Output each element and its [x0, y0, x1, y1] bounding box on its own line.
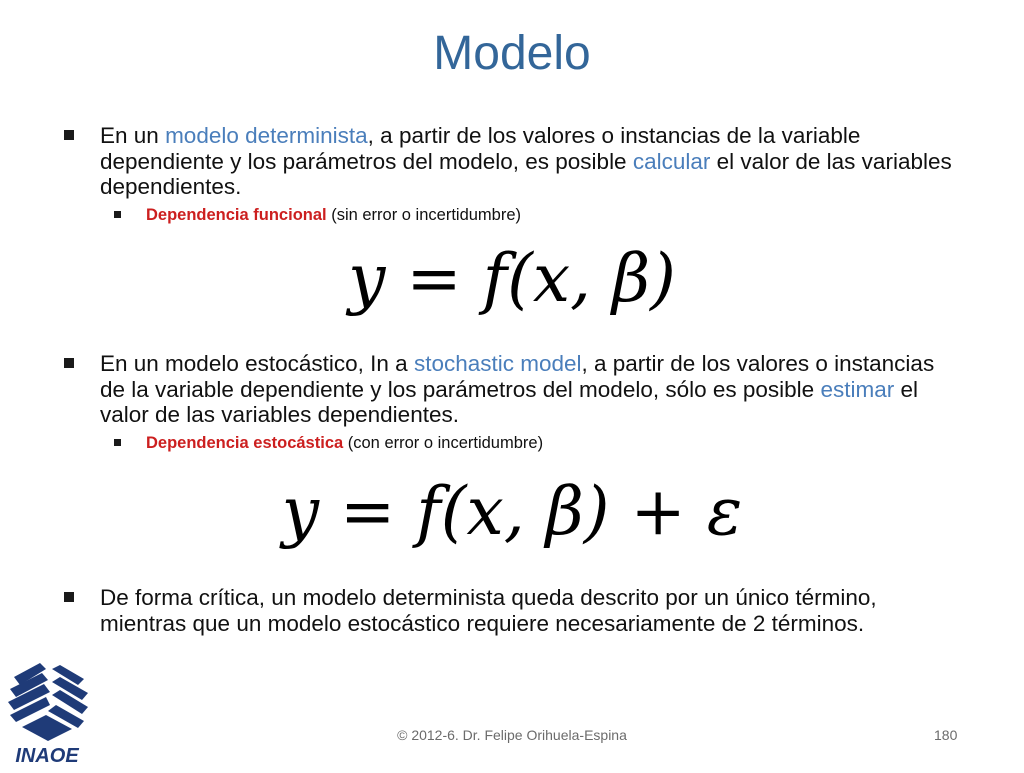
bullet-text-part: En un [100, 123, 166, 148]
bullet-text-part: En un modelo estocástico, In a [100, 351, 414, 376]
bullet-text-part: , a partir de los valores o instancias de la variable dependiente y los parámetros del modelo, es posible [100, 123, 861, 174]
highlight-term: calcular [632, 148, 711, 174]
slide-title: Modelo [433, 27, 591, 80]
inaoe-logo [0, 655, 95, 768]
square-bullet-icon [64, 130, 74, 140]
bullet-text [62, 351, 962, 428]
bullet-text [62, 585, 962, 636]
square-bullet-icon [114, 211, 121, 218]
square-bullet-icon [64, 592, 74, 602]
square-bullet-icon [64, 358, 74, 368]
page-number: 180 [934, 727, 958, 743]
bullet-text-part: el valor de las variables dependientes. [100, 148, 952, 199]
footer-copyright: © 2012-6. Dr. Felipe Orihuela-Espina [397, 727, 627, 743]
bullet-text [62, 123, 962, 200]
square-bullet-icon [114, 439, 121, 446]
equation-stochastic: y = f(x, β) + ε [281, 473, 743, 550]
bullet-text-part: el valor de las variables dependientes. [100, 376, 918, 427]
sub-bullet [62, 432, 962, 454]
bullet-text-part: De forma crítica, un modelo determinista queda descrito por un único término, mientras que un modelo estocástico requiere necesariamente de 2 términos. [100, 585, 877, 636]
logo-text: INAOE [15, 745, 79, 767]
bullet-text-part: , a partir de los valores o instancias de la variable dependiente y los parámetros del modelo, sólo es posible [100, 351, 935, 402]
bullet-critical [62, 585, 962, 636]
highlight-term: modelo determinista [165, 123, 368, 148]
highlight-term: stochastic model [413, 351, 582, 376]
highlight-term: estimar [820, 376, 895, 402]
equation-deterministic: y = f(x, β) [348, 240, 676, 317]
bullet-deterministic [62, 123, 962, 226]
emphasis-term: Dependencia estocástica [146, 433, 344, 452]
sub-bullet-text: (sin error o incertidumbre) [326, 205, 522, 224]
emphasis-term: Dependencia funcional [146, 205, 327, 224]
sub-bullet [62, 204, 962, 226]
bullet-stochastic [62, 351, 962, 454]
sub-bullet-text: (con error o incertidumbre) [343, 433, 544, 452]
